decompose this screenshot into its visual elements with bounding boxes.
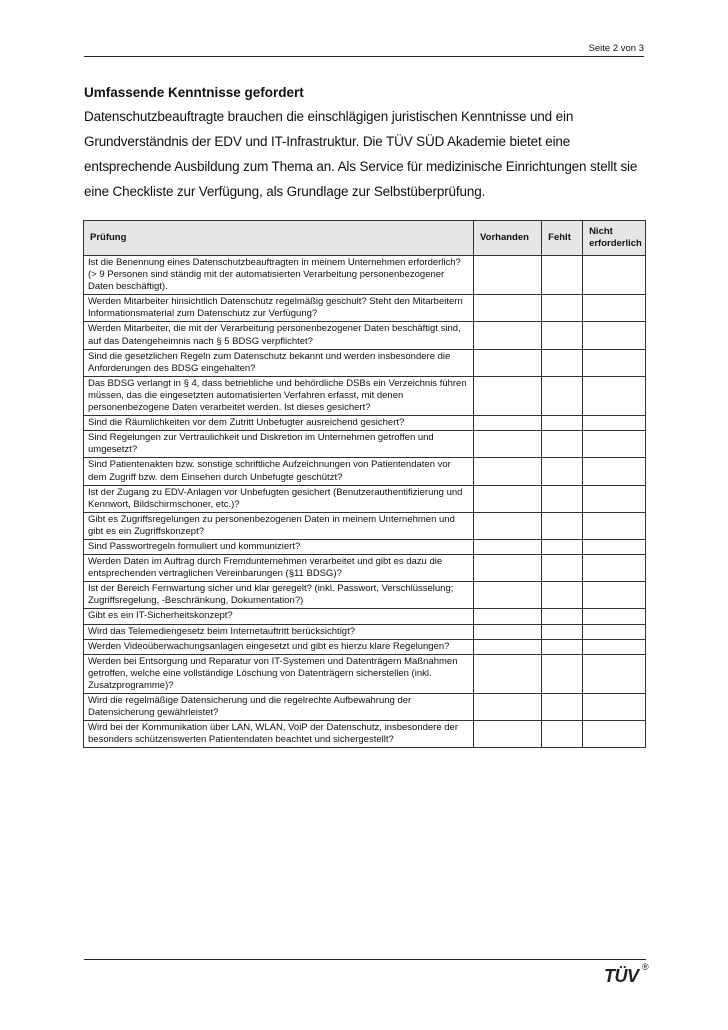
- checkbox-cell-nicht-erforderlich[interactable]: [583, 512, 646, 539]
- table-header-row: [84, 221, 646, 256]
- checkbox-cell-vorhanden[interactable]: [474, 624, 542, 639]
- question-cell: Werden Daten im Auftrag durch Fremdunternehmen verarbeitet und gibt es dazu die entsprechenden vertraglichen Vereinbarungen (§11 BDSG)?: [84, 555, 474, 582]
- checkbox-cell-fehlt[interactable]: [542, 639, 583, 654]
- checkbox-cell-fehlt[interactable]: [542, 694, 583, 721]
- question-cell: Wird das Telemediengesetz beim Internetauftritt berücksichtigt?: [84, 624, 474, 639]
- table-row: [84, 654, 646, 693]
- checkbox-cell-vorhanden[interactable]: [474, 322, 542, 349]
- checkbox-cell-nicht-erforderlich[interactable]: [583, 539, 646, 554]
- column-header-pruefung: Prüfung: [84, 221, 474, 256]
- column-header-nicht-erforderlich: Nicht erforderlich: [583, 221, 646, 256]
- checkbox-cell-fehlt[interactable]: [542, 295, 583, 322]
- checkbox-cell-vorhanden[interactable]: [474, 582, 542, 609]
- registered-mark: ®: [642, 962, 649, 972]
- checkbox-cell-nicht-erforderlich[interactable]: [583, 322, 646, 349]
- table-row: [84, 624, 646, 639]
- checkbox-cell-nicht-erforderlich[interactable]: [583, 485, 646, 512]
- table-row: [84, 539, 646, 554]
- table-row: [84, 322, 646, 349]
- checkbox-cell-nicht-erforderlich[interactable]: [583, 721, 646, 748]
- question-cell: Sind Patientenakten bzw. sonstige schriftliche Aufzeichnungen von Patientendaten vor dem Zugriff bzw. dem Einsehen durch Unbefugte geschützt?: [84, 458, 474, 485]
- question-cell: Werden bei Entsorgung und Reparatur von IT-Systemen und Datenträgern Maßnahmen getroffen, welche eine vollständige Löschung von Datenträgern sicherstellen (inkl. Zusatzprogramme)?: [84, 654, 474, 693]
- tuv-logo: [604, 962, 654, 990]
- table-row: [84, 416, 646, 431]
- checkbox-cell-fehlt[interactable]: [542, 322, 583, 349]
- checkbox-cell-nicht-erforderlich[interactable]: [583, 295, 646, 322]
- checklist-body: [84, 256, 646, 748]
- question-cell: Werden Mitarbeiter hinsichtlich Datenschutz regelmäßig geschult? Steht den Mitarbeitern Informationsmaterial zum Datenschutz zur Verfügung?: [84, 295, 474, 322]
- checkbox-cell-fehlt[interactable]: [542, 458, 583, 485]
- table-row: [84, 295, 646, 322]
- table-row: [84, 721, 646, 748]
- checkbox-cell-fehlt[interactable]: [542, 721, 583, 748]
- checkbox-cell-vorhanden[interactable]: [474, 256, 542, 295]
- question-cell: Wird bei der Kommunikation über LAN, WLAN, VoiP der Datenschutz, insbesondere der besonders schützenswerten Patientendaten beachtet und sichergestellt?: [84, 721, 474, 748]
- checkbox-cell-vorhanden[interactable]: [474, 295, 542, 322]
- checkbox-cell-vorhanden[interactable]: [474, 555, 542, 582]
- question-cell: Sind Passwortregeln formuliert und kommuniziert?: [84, 539, 474, 554]
- checkbox-cell-vorhanden[interactable]: [474, 431, 542, 458]
- checkbox-cell-nicht-erforderlich[interactable]: [583, 654, 646, 693]
- page-number: Seite 2 von 3: [588, 43, 644, 54]
- table-row: [84, 256, 646, 295]
- question-cell: Sind Regelungen zur Vertraulichkeit und Diskretion im Unternehmen getroffen und umgesetzt?: [84, 431, 474, 458]
- question-cell: Das BDSG verlangt in § 4, dass betriebliche und behördliche DSBs ein Verzeichnis führen müssen, das die eingesetzten automatisierten Verfahren erfasst, mit denen personenbezogene Daten verarbeitet werden. Ist dieses gesichert?: [84, 376, 474, 415]
- checkbox-cell-fehlt[interactable]: [542, 609, 583, 624]
- page-header: [84, 40, 644, 57]
- question-cell: Gibt es ein IT-Sicherheitskonzept?: [84, 609, 474, 624]
- table-row: [84, 582, 646, 609]
- table-row: [84, 694, 646, 721]
- checkbox-cell-nicht-erforderlich[interactable]: [583, 555, 646, 582]
- table-row: [84, 349, 646, 376]
- intro-section: [84, 85, 648, 204]
- checkbox-cell-vorhanden[interactable]: [474, 639, 542, 654]
- table-row: [84, 512, 646, 539]
- checkbox-cell-fehlt[interactable]: [542, 349, 583, 376]
- table-row: [84, 431, 646, 458]
- checkbox-cell-vorhanden[interactable]: [474, 376, 542, 415]
- question-cell: Ist der Zugang zu EDV-Anlagen vor Unbefugten gesichert (Benutzerauthentifizierung und Kennwort, Bildschirmschoner, etc.)?: [84, 485, 474, 512]
- checkbox-cell-vorhanden[interactable]: [474, 349, 542, 376]
- section-heading: Umfassende Kenntnisse gefordert: [84, 85, 304, 100]
- checkbox-cell-vorhanden[interactable]: [474, 416, 542, 431]
- checkbox-cell-vorhanden[interactable]: [474, 694, 542, 721]
- question-cell: Werden Mitarbeiter, die mit der Verarbeitung personenbezogener Daten beschäftigt sind, auf das Datengeheimnis nach § 5 BDSG verpflichtet?: [84, 322, 474, 349]
- logo-text: TÜV: [604, 966, 639, 986]
- checkbox-cell-fehlt[interactable]: [542, 654, 583, 693]
- checkbox-cell-fehlt[interactable]: [542, 431, 583, 458]
- checkbox-cell-vorhanden[interactable]: [474, 539, 542, 554]
- checklist-table: [83, 220, 646, 748]
- table-row: [84, 376, 646, 415]
- checkbox-cell-fehlt[interactable]: [542, 376, 583, 415]
- checkbox-cell-nicht-erforderlich[interactable]: [583, 376, 646, 415]
- checkbox-cell-nicht-erforderlich[interactable]: [583, 624, 646, 639]
- question-cell: Sind die Räumlichkeiten vor dem Zutritt Unbefugter ausreichend gesichert?: [84, 416, 474, 431]
- checkbox-cell-nicht-erforderlich[interactable]: [583, 458, 646, 485]
- checkbox-cell-nicht-erforderlich[interactable]: [583, 694, 646, 721]
- checkbox-cell-nicht-erforderlich[interactable]: [583, 349, 646, 376]
- checkbox-cell-fehlt[interactable]: [542, 555, 583, 582]
- checkbox-cell-vorhanden[interactable]: [474, 485, 542, 512]
- checkbox-cell-fehlt[interactable]: [542, 512, 583, 539]
- checkbox-cell-fehlt[interactable]: [542, 416, 583, 431]
- table-row: [84, 639, 646, 654]
- checkbox-cell-nicht-erforderlich[interactable]: [583, 582, 646, 609]
- checkbox-cell-nicht-erforderlich[interactable]: [583, 416, 646, 431]
- table-row: [84, 555, 646, 582]
- checkbox-cell-nicht-erforderlich[interactable]: [583, 639, 646, 654]
- column-header-fehlt: Fehlt: [542, 221, 583, 256]
- question-cell: Gibt es Zugriffsregelungen zu personenbezogenen Daten in meinem Unternehmen und gibt es ein Zugriffskonzept?: [84, 512, 474, 539]
- checkbox-cell-fehlt[interactable]: [542, 539, 583, 554]
- checkbox-cell-fehlt[interactable]: [542, 485, 583, 512]
- checkbox-cell-vorhanden[interactable]: [474, 512, 542, 539]
- checkbox-cell-fehlt[interactable]: [542, 582, 583, 609]
- table-row: [84, 609, 646, 624]
- question-cell: Sind die gesetzlichen Regeln zum Datenschutz bekannt und werden insbesondere die Anforderungen des BDSG eingehalten?: [84, 349, 474, 376]
- question-cell: Werden Videoüberwachungsanlagen eingesetzt und gibt es hierzu klare Regelungen?: [84, 639, 474, 654]
- checkbox-cell-nicht-erforderlich[interactable]: [583, 431, 646, 458]
- question-cell: Ist der Bereich Fernwartung sicher und klar geregelt? (inkl. Passwort, Verschlüsselung; Zugriffsregelung, -Beschränkung, Dokumentation?): [84, 582, 474, 609]
- table-row: [84, 458, 646, 485]
- table-row: [84, 485, 646, 512]
- checkbox-cell-nicht-erforderlich[interactable]: [583, 609, 646, 624]
- checkbox-cell-fehlt[interactable]: [542, 624, 583, 639]
- column-header-vorhanden: Vorhanden: [474, 221, 542, 256]
- intro-paragraph: Datenschutzbeauftragte brauchen die einschlägigen juristischen Kenntnisse und ein Grundverständnis der EDV und IT-Infrastruktur. Die TÜV SÜD Akademie bietet eine entsprechende Ausbildung zum Thema an. Als Service für medizinische Einrichtungen stellt sie eine Checkliste zur Verfügung, als Grundlage zur Selbstüberprüfung.: [84, 109, 638, 199]
- checkbox-cell-vorhanden[interactable]: [474, 609, 542, 624]
- checkbox-cell-vorhanden[interactable]: [474, 458, 542, 485]
- checkbox-cell-vorhanden[interactable]: [474, 654, 542, 693]
- checkbox-cell-nicht-erforderlich[interactable]: [583, 256, 646, 295]
- page-footer: [84, 959, 646, 960]
- checkbox-cell-vorhanden[interactable]: [474, 721, 542, 748]
- question-cell: Wird die regelmäßige Datensicherung und die regelrechte Aufbewahrung der Datensicherung gewährleistet?: [84, 694, 474, 721]
- checkbox-cell-fehlt[interactable]: [542, 256, 583, 295]
- question-cell: Ist die Benennung eines Datenschutzbeauftragten in meinem Unternehmen erforderlich? (> 9 Personen sind ständig mit der automatisierten Verarbeitung personenbezogener Daten beschäftigt).: [84, 256, 474, 295]
